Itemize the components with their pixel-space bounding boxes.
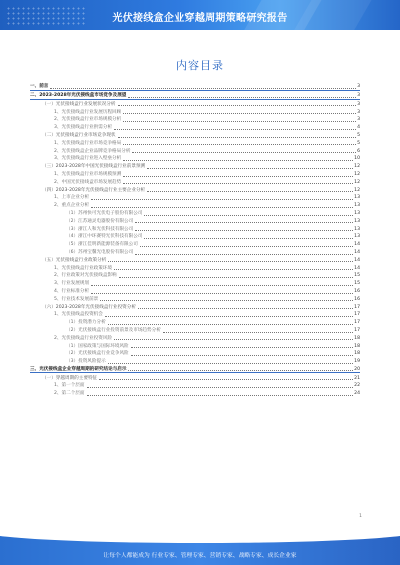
toc-dot-leader xyxy=(108,362,353,364)
toc-dot-leader xyxy=(123,182,353,184)
toc-entry[interactable] xyxy=(30,178,360,186)
toc-entry-label: 二、2023-2028年光伏接线盒市场竞争及展望 xyxy=(30,93,127,98)
toc-entry-label: 3、行业发展规划 xyxy=(54,281,90,287)
toc-entry-page: 12 xyxy=(354,187,360,193)
toc-entry[interactable] xyxy=(30,139,360,147)
toc-entry-label: （一）光伏接线盒行业发展状况分析 xyxy=(42,101,116,107)
toc-entry[interactable] xyxy=(30,82,360,91)
toc-dot-leader xyxy=(91,284,353,286)
toc-dot-leader xyxy=(147,167,353,169)
toc-entry-page: 14 xyxy=(354,265,360,271)
toc-dot-leader xyxy=(118,104,357,106)
toc-entry[interactable] xyxy=(30,232,360,240)
toc-entry-page: 3 xyxy=(357,109,360,115)
toc-dot-leader xyxy=(123,112,356,114)
toc-entry-page: 15 xyxy=(354,273,360,279)
toc-dot-leader xyxy=(100,299,353,301)
toc-entry[interactable] xyxy=(30,185,360,193)
toc-dot-leader xyxy=(91,292,353,294)
toc-entry-label: （5）浙江佳明新能源装备有限公司 xyxy=(66,242,138,248)
toc-entry-label: 5、行业技术发展前景 xyxy=(54,296,99,302)
toc-entry-page: 18 xyxy=(354,343,360,349)
toc-entry-label: 1、光伏接线盒行业发展历程回顾 xyxy=(54,109,122,115)
toc-entry-label: 4、行业标准分析 xyxy=(54,288,90,294)
toc-entry[interactable] xyxy=(30,279,360,287)
toc-dot-leader xyxy=(114,128,356,130)
toc-dot-leader xyxy=(163,331,353,333)
toc-entry-label: （六）2023-2028年光伏接线盒行业投资分析 xyxy=(42,304,136,310)
toc-entry-page: 3 xyxy=(357,101,360,107)
toc-dot-leader xyxy=(91,198,353,200)
toc-entry[interactable] xyxy=(30,271,360,279)
toc-entry-page: 21 xyxy=(354,375,360,381)
toc-entry-label: （1）苏州快可光伏电子股份有限公司 xyxy=(66,210,143,216)
toc-entry-page: 17 xyxy=(354,312,360,318)
toc-entry[interactable] xyxy=(30,389,360,397)
toc-entry[interactable] xyxy=(30,349,360,357)
report-title: 光伏接线盒企业穿越周期策略研究报告 xyxy=(112,13,288,24)
toc-entry-page: 13 xyxy=(354,210,360,216)
toc-entry-label: 2、行业政策对光伏接线盒影响 xyxy=(54,273,117,279)
toc-entry-page: 24 xyxy=(354,391,360,397)
toc-entry-page: 13 xyxy=(354,195,360,201)
toc-dot-leader xyxy=(105,315,353,317)
toc-entry-label: （6）苏州宝馨光电股份有限公司 xyxy=(66,249,134,255)
toc-entry-page: 14 xyxy=(354,249,360,255)
toc-entry[interactable] xyxy=(30,248,360,256)
toc-entry-label: （2）光伏接线盒行业投资前景及市场趋势分析 xyxy=(66,327,161,333)
toc-entry-label: （1）投资潜力分析 xyxy=(66,320,106,326)
toc-entry[interactable] xyxy=(30,100,360,108)
toc-entry[interactable] xyxy=(30,170,360,178)
toc-entry-page: 3 xyxy=(357,84,360,90)
footer-wave xyxy=(0,535,400,543)
toc-entry-page: 14 xyxy=(354,257,360,263)
toc-entry[interactable] xyxy=(30,224,360,232)
toc-entry[interactable] xyxy=(30,341,360,349)
toc-entry-page: 14 xyxy=(354,242,360,248)
toc-entry[interactable] xyxy=(30,381,360,389)
page-number: 1 xyxy=(359,514,362,519)
toc-entry-label: （四）2023-2028年光伏接线盒行业主要企业分析 xyxy=(42,187,146,193)
toc-entry[interactable] xyxy=(30,295,360,303)
toc-entry[interactable] xyxy=(30,91,360,100)
toc-entry-page: 20 xyxy=(354,366,360,372)
toc-entry[interactable] xyxy=(30,263,360,271)
toc-dot-leader xyxy=(91,206,353,208)
toc-entry-page: 15 xyxy=(354,281,360,287)
footer-band xyxy=(0,535,400,565)
toc-entry-label: （3）浙江人和光伏科技有限公司 xyxy=(66,226,134,232)
toc-entry-label: 2、光伏接线盒企业品牌竞争格局分析 xyxy=(54,148,131,154)
toc-entry-label: （2）江苏通灵电器股份有限公司 xyxy=(66,218,134,224)
toc-entry-label: （三）2023-2028年中国光伏接线盒行业前景预测 xyxy=(42,164,146,170)
toc-entry[interactable] xyxy=(30,310,360,318)
toc-dot-leader xyxy=(118,136,357,138)
toc-entry[interactable] xyxy=(30,131,360,139)
toc-entry[interactable] xyxy=(30,287,360,295)
toc-entry-label: 3、光伏接线盒行业供需分析 xyxy=(54,125,113,131)
toc-dot-leader xyxy=(114,268,353,270)
toc-heading: 内容目录 xyxy=(176,59,224,72)
toc-entry[interactable] xyxy=(30,334,360,342)
toc-entry[interactable] xyxy=(30,256,360,264)
toc-entry[interactable] xyxy=(30,107,360,115)
toc-entry-label: （1）国家政策与国际环境风险 xyxy=(66,343,129,349)
toc-dot-leader xyxy=(119,276,353,278)
toc-dot-leader xyxy=(87,394,354,396)
toc-entry[interactable] xyxy=(30,240,360,248)
toc-dot-leader xyxy=(114,338,353,340)
toc-entry-label: 2、第二个层面 xyxy=(54,391,85,397)
toc-entry[interactable] xyxy=(30,209,360,217)
toc-entry-page: 17 xyxy=(354,304,360,310)
toc-dot-leader xyxy=(108,323,353,325)
toc-entry-label: 2、光伏接线盒行业投资风险 xyxy=(54,335,113,341)
toc-dot-leader xyxy=(128,96,356,98)
toc-entry-page: 13 xyxy=(354,226,360,232)
toc-dot-leader xyxy=(87,386,354,388)
toc-dot-leader xyxy=(123,143,356,145)
toc-entry-page: 17 xyxy=(354,320,360,326)
toc-entry-label: （2）光伏接线盒行业竞争风险 xyxy=(66,351,129,357)
toc-entry[interactable] xyxy=(30,115,360,123)
toc-entry-label: 2、重点企业分析 xyxy=(54,203,90,209)
toc-entry[interactable] xyxy=(30,373,360,381)
toc-entry-page: 16 xyxy=(354,288,360,294)
toc-entry-label: 三、光伏接线盒企业穿越周期的研究结论与启示 xyxy=(30,366,127,372)
toc-entry-label: 3、光伏接线盒行业进入壁垒分析 xyxy=(54,156,122,162)
toc-entry-page: 19 xyxy=(354,359,360,365)
toc-entry-label: （3）投资风险提示 xyxy=(66,359,106,365)
toc-entry[interactable] xyxy=(30,193,360,201)
toc-entry-label: 一、前言 xyxy=(30,84,49,90)
toc-entry-page: 13 xyxy=(354,234,360,240)
toc-entry-label: 1、光伏接线盒行业政策环境 xyxy=(54,265,113,271)
toc-entry-page: 18 xyxy=(354,335,360,341)
toc-entry-page: 17 xyxy=(354,327,360,333)
toc-dot-leader xyxy=(108,260,353,262)
table-of-contents xyxy=(30,82,360,397)
toc-entry-label: 1、光伏接线盒投资机会 xyxy=(54,312,103,318)
toc-entry-label: 1、上市企业分析 xyxy=(54,195,90,201)
toc-entry-page: 13 xyxy=(354,218,360,224)
toc-entry-page: 4 xyxy=(357,125,360,131)
toc-entry-page: 16 xyxy=(354,296,360,302)
toc-dot-leader xyxy=(147,190,353,192)
toc-entry-label: 1、光伏接线盒行业市场竞争格局 xyxy=(54,140,122,146)
toc-entry-label: （一）穿越周期的主要特征 xyxy=(42,375,98,381)
toc-entry[interactable] xyxy=(30,326,360,334)
toc-entry-label: （五）光伏接线盒行业政策分析 xyxy=(42,257,107,263)
toc-entry-page: 13 xyxy=(354,203,360,209)
toc-dot-leader xyxy=(131,354,353,356)
toc-entry[interactable] xyxy=(30,365,360,374)
toc-entry-page: 5 xyxy=(357,140,360,146)
toc-entry-page: 6 xyxy=(357,148,360,154)
toc-dot-leader xyxy=(99,378,353,380)
toc-entry-label: 2、光伏接线盒行业市场规模分析 xyxy=(54,117,122,123)
toc-entry-label: 2、中国光伏接线盒市场发展趋势 xyxy=(54,179,122,185)
toc-dot-leader xyxy=(123,175,353,177)
toc-entry-label: 1、第一个层面 xyxy=(54,383,85,389)
toc-dot-leader xyxy=(135,229,353,231)
toc-entry[interactable] xyxy=(30,123,360,131)
toc-dot-leader xyxy=(144,214,353,216)
toc-entry-label: 1、光伏接线盒行业市场规模预测 xyxy=(54,171,122,177)
toc-entry-page: 12 xyxy=(354,164,360,170)
toc-entry[interactable] xyxy=(30,162,360,170)
toc-dot-leader xyxy=(140,245,353,247)
toc-dot-leader xyxy=(132,151,356,153)
toc-entry-label: （二）光伏接线盒行业市场竞争现状 xyxy=(42,132,116,138)
toc-dot-leader xyxy=(135,253,353,255)
toc-entry[interactable] xyxy=(30,201,360,209)
toc-entry-page: 3 xyxy=(357,93,360,98)
toc-entry-page: 3 xyxy=(357,117,360,123)
toc-entry-page: 12 xyxy=(354,171,360,177)
toc-entry[interactable] xyxy=(30,217,360,225)
toc-dot-leader xyxy=(123,159,353,161)
toc-dot-leader xyxy=(135,221,353,223)
toc-entry-page: 18 xyxy=(354,351,360,357)
toc-entry-page: 10 xyxy=(354,156,360,162)
toc-entry[interactable] xyxy=(30,302,360,310)
toc-dot-leader xyxy=(50,87,356,89)
toc-entry-page: 22 xyxy=(354,383,360,389)
toc-dot-leader xyxy=(123,120,356,122)
toc-dot-leader xyxy=(138,307,353,309)
header-band xyxy=(0,0,400,30)
toc-dot-leader xyxy=(144,237,353,239)
toc-dot-leader xyxy=(131,346,353,348)
toc-entry-label: （4）浙江中环赛特光伏科技有限公司 xyxy=(66,234,143,240)
toc-dot-leader xyxy=(128,369,353,371)
toc-entry[interactable] xyxy=(30,357,360,365)
toc-entry-page: 5 xyxy=(357,132,360,138)
toc-entry[interactable] xyxy=(30,154,360,162)
toc-entry[interactable] xyxy=(30,318,360,326)
toc-entry[interactable] xyxy=(30,146,360,154)
footer-slogan: 让每个人都能成为 行业专家、管理专家、营销专家、战略专家、成长企业家 xyxy=(103,553,297,559)
toc-entry-page: 12 xyxy=(354,179,360,185)
